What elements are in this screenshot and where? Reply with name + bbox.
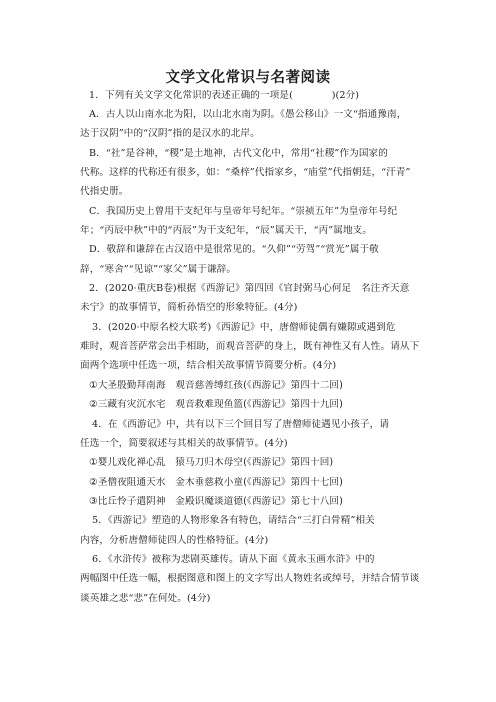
- option-c-line-2: 年；“丙辰中秋”中的“丙辰”为干支纪年，“辰”属天干，“丙”属地支。: [80, 225, 373, 236]
- option-a-line-1: A．古人以山南水北为阳，以山北水南为阴。《愚公移山》一文“指通豫南，: [89, 109, 407, 120]
- question-3-line-3: 面两个选项中任选一项，结合相关故事情节简要分析。(4分): [80, 360, 337, 371]
- question-3-option-1: ①大圣殷勤拜南海 观音慈善缚红孩(《西游记》第四十二回): [89, 380, 343, 391]
- question-5-line-1: 5．《西游记》塑造的人物形象各有特色，请结合“三打白骨精”相关: [92, 515, 375, 526]
- question-3-line-1: 3．(2020·中原名校大联考)《西游记》中，唐僧师徒偶有嫌隙或遇到危: [92, 322, 396, 333]
- question-4-line-1: 4．在《西游记》中，共有以下三个回目写了唐僧师徒遇见小孩子，请: [92, 419, 390, 430]
- question-3-line-2: 难时，观音菩萨常会出手相助，而观音菩萨的身上，既有神性又有人性。请从下: [80, 341, 420, 352]
- question-5-line-2: 内容，分析唐僧师徒四人的性格特征。(4分): [80, 535, 269, 546]
- document-title: 文学文化常识与名著阅读: [165, 70, 331, 86]
- question-1-stem: 1．下列有关文学文化常识的表述正确的一项是( )(2分): [89, 90, 360, 101]
- option-b-line-1: B．“社”是谷神，“稷”是土地神，古代文化中，常用“社稷”作为国家的: [89, 148, 388, 159]
- question-4-line-2: 任选一个，简要叙述与其相关的故事情节。(4分): [80, 438, 288, 449]
- option-b-line-2: 代称。这样的代称还有很多，如：“桑梓”代指家乡，“庙堂”代指朝廷，“汗青”: [80, 167, 411, 178]
- question-4-option-3: ③比丘怜子遣阴神 金殿识魔谈道德(《西游记》第七十八回): [89, 496, 343, 507]
- question-6-line-1: 6．《水浒传》被称为悲剧英雄传。请从下面《黄永玉画水浒》中的: [92, 554, 375, 565]
- question-4-option-1: ①婴儿戏化禅心乱 猿马刀归木母空(《西游记》第四十回): [89, 457, 334, 468]
- question-3-option-2: ②三藏有灾沉水宅 观音救难现鱼篮(《西游记》第四十九回): [89, 399, 343, 410]
- option-a-line-2: 达于汉阴”中的“汉阴”指的是汉水的北岸。: [80, 128, 260, 139]
- option-d-line-2: 辞，“寒舍”“见谅”“家父”属于谦辞。: [80, 264, 237, 275]
- option-d-line-1: D．敬辞和谦辞在古汉语中是很常见的。“久仰”“劳驾”“赏光”属于敬: [89, 244, 379, 255]
- question-6-line-3: 谈英雄之悲“悲”在何处。(4分): [80, 593, 211, 604]
- question-2-line-1: 2．(2020·重庆B卷)根据《西游记》第四回《官封弼马心何足 名注齐天意: [89, 283, 410, 294]
- question-4-option-2: ②圣僧夜阻通天水 金木垂慈救小童(《西游记》第四十七回): [89, 477, 343, 488]
- option-c-line-1: C．我国历史上曾用干支纪年与皇帝年号纪年。“崇祯五年”为皇帝年号纪: [89, 206, 398, 217]
- question-6-line-2: 两幅图中任选一幅，根据图意和图上的文字写出人物姓名或绰号，并结合情节谈: [80, 573, 420, 584]
- option-b-line-3: 代指史册。: [80, 186, 129, 197]
- question-2-line-2: 未宁》的故事情节，简析孙悟空的形象特征。(4分): [80, 302, 298, 313]
